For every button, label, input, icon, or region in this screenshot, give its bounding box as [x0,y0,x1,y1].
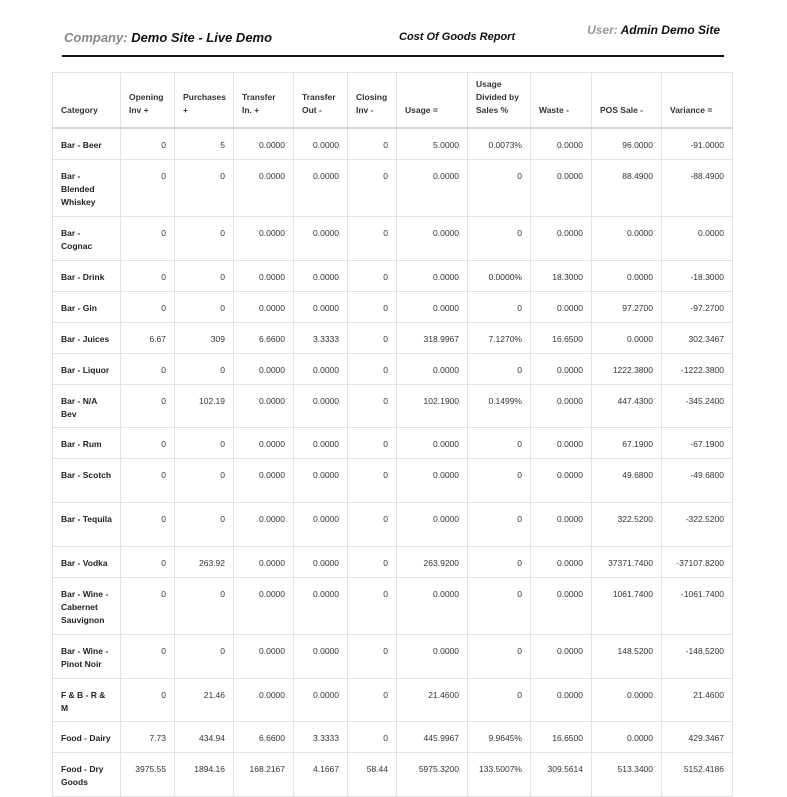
table-row [53,678,733,721]
value-cell: 0.0000 [234,546,294,577]
value-cell: 0.0000 [234,427,294,458]
value-cell: 0 [175,159,234,216]
table-row [53,384,733,427]
user-name: Admin Demo Site [620,23,720,37]
value-cell: 0.0000 [294,216,348,260]
value-cell: 0 [348,216,397,260]
value-cell: -345.2400 [662,384,733,427]
value-cell: 96.0000 [592,128,662,159]
value-cell: 0 [348,427,397,458]
user-info [570,23,720,37]
value-cell: 6.67 [121,322,175,353]
value-cell: 168.2167 [234,752,294,796]
value-cell: 0.0000 [294,384,348,427]
value-cell: 0.0000 [397,458,468,502]
company-label: Company: [64,30,128,45]
value-cell: 0 [175,291,234,322]
value-cell: 0.0000 [397,159,468,216]
value-cell: 3.3333 [294,721,348,752]
value-cell: 0 [121,291,175,322]
value-cell: 3975.55 [121,752,175,796]
value-cell: 0 [348,260,397,291]
value-cell: 0 [348,159,397,216]
value-cell: -322.5200 [662,502,733,546]
table-body [53,128,733,796]
value-cell: 0.0000 [397,353,468,384]
value-cell: 447.4300 [592,384,662,427]
value-cell: 0.0000 [397,260,468,291]
table-row [53,546,733,577]
value-cell: 1894.16 [175,752,234,796]
value-cell: 0 [468,353,531,384]
category-cell: Bar - Wine - Cabernet Sauvignon [53,577,121,634]
value-cell: 445.9967 [397,721,468,752]
table-header [53,73,733,129]
value-cell: 0 [468,159,531,216]
table-row [53,502,733,546]
value-cell: 0.0000 [397,577,468,634]
value-cell: 133.5007% [468,752,531,796]
column-header: Waste - [531,73,592,129]
value-cell: 0 [175,502,234,546]
value-cell: 5 [175,128,234,159]
value-cell: 0 [348,458,397,502]
value-cell: 5152.4186 [662,752,733,796]
value-cell: 0 [121,260,175,291]
category-cell: Bar - Gin [53,291,121,322]
value-cell: 513.3400 [592,752,662,796]
value-cell: 37371.7400 [592,546,662,577]
value-cell: -148.5200 [662,634,733,678]
value-cell: 0 [348,634,397,678]
value-cell: 0.0000 [234,678,294,721]
value-cell: 0.0000 [531,291,592,322]
value-cell: 0 [348,128,397,159]
column-header: Category [53,73,121,129]
value-cell: 0 [468,546,531,577]
table-row [53,260,733,291]
value-cell: 148.5200 [592,634,662,678]
category-cell: Bar - Rum [53,427,121,458]
value-cell: 0 [348,322,397,353]
column-header: Transfer Out - [294,73,348,129]
table-row [53,427,733,458]
report-header [62,20,724,57]
value-cell: 0.0000% [468,260,531,291]
value-cell: 0.0000 [294,634,348,678]
value-cell: 0.0000 [294,353,348,384]
column-header: Opening Inv + [121,73,175,129]
value-cell: 0.0000 [234,384,294,427]
value-cell: 318.9967 [397,322,468,353]
value-cell: 429.3467 [662,721,733,752]
column-header: Closing Inv - [348,73,397,129]
value-cell: 0.0000 [531,502,592,546]
value-cell: 0.0000 [531,458,592,502]
value-cell: 0.0000 [294,678,348,721]
value-cell: 0 [175,216,234,260]
value-cell: 0.0000 [294,427,348,458]
table-row [53,159,733,216]
value-cell: 21.4600 [397,678,468,721]
value-cell: 49.6800 [592,458,662,502]
value-cell: -1061.7400 [662,577,733,634]
value-cell: 0.0000 [592,260,662,291]
value-cell: 0 [468,216,531,260]
column-header: Variance = [662,73,733,129]
value-cell: 21.4600 [662,678,733,721]
value-cell: 0.0000 [592,721,662,752]
value-cell: -1222.3800 [662,353,733,384]
value-cell: 0.0000 [531,159,592,216]
value-cell: 97.2700 [592,291,662,322]
value-cell: 0 [121,577,175,634]
value-cell: 0.0000 [662,216,733,260]
value-cell: 0.0000 [531,634,592,678]
company-info [64,30,272,45]
value-cell: 0.0000 [397,291,468,322]
cost-of-goods-table [52,72,733,797]
category-cell: Bar - Liquor [53,353,121,384]
value-cell: 0.0000 [234,634,294,678]
value-cell: 0.0000 [294,291,348,322]
value-cell: 0.0000 [592,678,662,721]
value-cell: 0 [175,260,234,291]
value-cell: 18.3000 [531,260,592,291]
value-cell: 0 [468,502,531,546]
column-header: Usage = [397,73,468,129]
value-cell: 102.1900 [397,384,468,427]
header-row [53,73,733,129]
value-cell: 0 [468,577,531,634]
value-cell: 0.0000 [397,427,468,458]
table-row [53,752,733,796]
value-cell: 0 [121,458,175,502]
category-cell: Food - Dry Goods [53,752,121,796]
value-cell: 0.0000 [397,502,468,546]
value-cell: 0 [348,546,397,577]
value-cell: 0 [121,159,175,216]
value-cell: 0.0000 [294,159,348,216]
table-row [53,577,733,634]
value-cell: 88.4900 [592,159,662,216]
value-cell: -97.2700 [662,291,733,322]
value-cell: 0 [121,353,175,384]
company-name: Demo Site - Live Demo [131,30,273,45]
value-cell: -18.3000 [662,260,733,291]
value-cell: 7.73 [121,721,175,752]
value-cell: 0.0000 [234,260,294,291]
value-cell: 0 [121,216,175,260]
value-cell: 3.3333 [294,322,348,353]
value-cell: 0 [175,577,234,634]
value-cell: 0 [348,721,397,752]
value-cell: 0 [348,678,397,721]
value-cell: 5975.3200 [397,752,468,796]
value-cell: 0.0000 [531,128,592,159]
category-cell: Bar - Beer [53,128,121,159]
value-cell: 0.0000 [234,502,294,546]
value-cell: 0 [175,634,234,678]
value-cell: 0.0000 [234,159,294,216]
category-cell: Bar - Cognac [53,216,121,260]
value-cell: 0 [468,634,531,678]
value-cell: 0 [121,546,175,577]
value-cell: 0.0000 [531,216,592,260]
value-cell: 0.1499% [468,384,531,427]
value-cell: 263.92 [175,546,234,577]
value-cell: 0.0000 [531,577,592,634]
table-row [53,458,733,502]
value-cell: 0.0000 [294,128,348,159]
value-cell: 6.6600 [234,721,294,752]
value-cell: 0.0000 [592,322,662,353]
value-cell: 0 [175,458,234,502]
value-cell: 16.6500 [531,721,592,752]
value-cell: 0 [121,634,175,678]
value-cell: 0 [348,353,397,384]
value-cell: 58.44 [348,752,397,796]
category-cell: Bar - Wine - Pinot Noir [53,634,121,678]
category-cell: Bar - Scotch [53,458,121,502]
value-cell: 0 [468,291,531,322]
value-cell: 0.0000 [294,577,348,634]
value-cell: 16.6500 [531,322,592,353]
column-header: Transfer In. + [234,73,294,129]
value-cell: 0 [348,291,397,322]
table-row [53,216,733,260]
table-row [53,322,733,353]
value-cell: 102.19 [175,384,234,427]
value-cell: -88.4900 [662,159,733,216]
value-cell: 7.1270% [468,322,531,353]
value-cell: 0.0000 [234,291,294,322]
value-cell: -91.0000 [662,128,733,159]
value-cell: 0.0000 [531,678,592,721]
value-cell: 21.46 [175,678,234,721]
value-cell: 0.0000 [531,353,592,384]
value-cell: 1061.7400 [592,577,662,634]
value-cell: 0.0000 [294,502,348,546]
category-cell: Bar - Drink [53,260,121,291]
table-row [53,128,733,159]
value-cell: -37107.8200 [662,546,733,577]
value-cell: 0 [121,128,175,159]
value-cell: 322.5200 [592,502,662,546]
report-title: Cost Of Goods Report [399,31,516,43]
value-cell: 0.0000 [294,458,348,502]
value-cell: 0.0000 [397,216,468,260]
value-cell: 0.0000 [294,260,348,291]
value-cell: 0.0000 [234,577,294,634]
value-cell: 5.0000 [397,128,468,159]
category-cell: Bar - N/A Bev [53,384,121,427]
value-cell: 0 [468,458,531,502]
value-cell: 0.0000 [531,546,592,577]
value-cell: 0 [175,353,234,384]
value-cell: 1222.3800 [592,353,662,384]
category-cell: Bar - Blended Whiskey [53,159,121,216]
user-label: User: [587,23,618,37]
value-cell: -67.1900 [662,427,733,458]
category-cell: Bar - Tequila [53,502,121,546]
value-cell: 0.0000 [234,353,294,384]
value-cell: 0.0000 [234,128,294,159]
value-cell: 309.5614 [531,752,592,796]
column-header: Usage Divided by Sales % [468,73,531,129]
value-cell: 0 [121,427,175,458]
category-cell: Bar - Juices [53,322,121,353]
value-cell: 0 [175,427,234,458]
value-cell: 0 [468,678,531,721]
table-row [53,353,733,384]
table-row [53,721,733,752]
value-cell: 0 [348,577,397,634]
value-cell: 434.94 [175,721,234,752]
value-cell: 0.0000 [531,427,592,458]
value-cell: 0 [121,384,175,427]
table-row [53,291,733,322]
value-cell: 0.0000 [294,546,348,577]
value-cell: -49.6800 [662,458,733,502]
value-cell: 0.0073% [468,128,531,159]
value-cell: 263.9200 [397,546,468,577]
value-cell: 0.0000 [592,216,662,260]
column-header: Purchases + [175,73,234,129]
category-cell: Food - Dairy [53,721,121,752]
category-cell: F & B - R & M [53,678,121,721]
value-cell: 6.6600 [234,322,294,353]
value-cell: 0.0000 [234,458,294,502]
value-cell: 0.0000 [234,216,294,260]
value-cell: 0 [121,678,175,721]
value-cell: 0.0000 [397,634,468,678]
value-cell: 67.1900 [592,427,662,458]
value-cell: 4.1667 [294,752,348,796]
value-cell: 302.3467 [662,322,733,353]
value-cell: 309 [175,322,234,353]
value-cell: 0.0000 [531,384,592,427]
value-cell: 0 [121,502,175,546]
category-cell: Bar - Vodka [53,546,121,577]
value-cell: 9.9645% [468,721,531,752]
table-row [53,634,733,678]
value-cell: 0 [348,384,397,427]
column-header: POS Sale - [592,73,662,129]
value-cell: 0 [468,427,531,458]
value-cell: 0 [348,502,397,546]
